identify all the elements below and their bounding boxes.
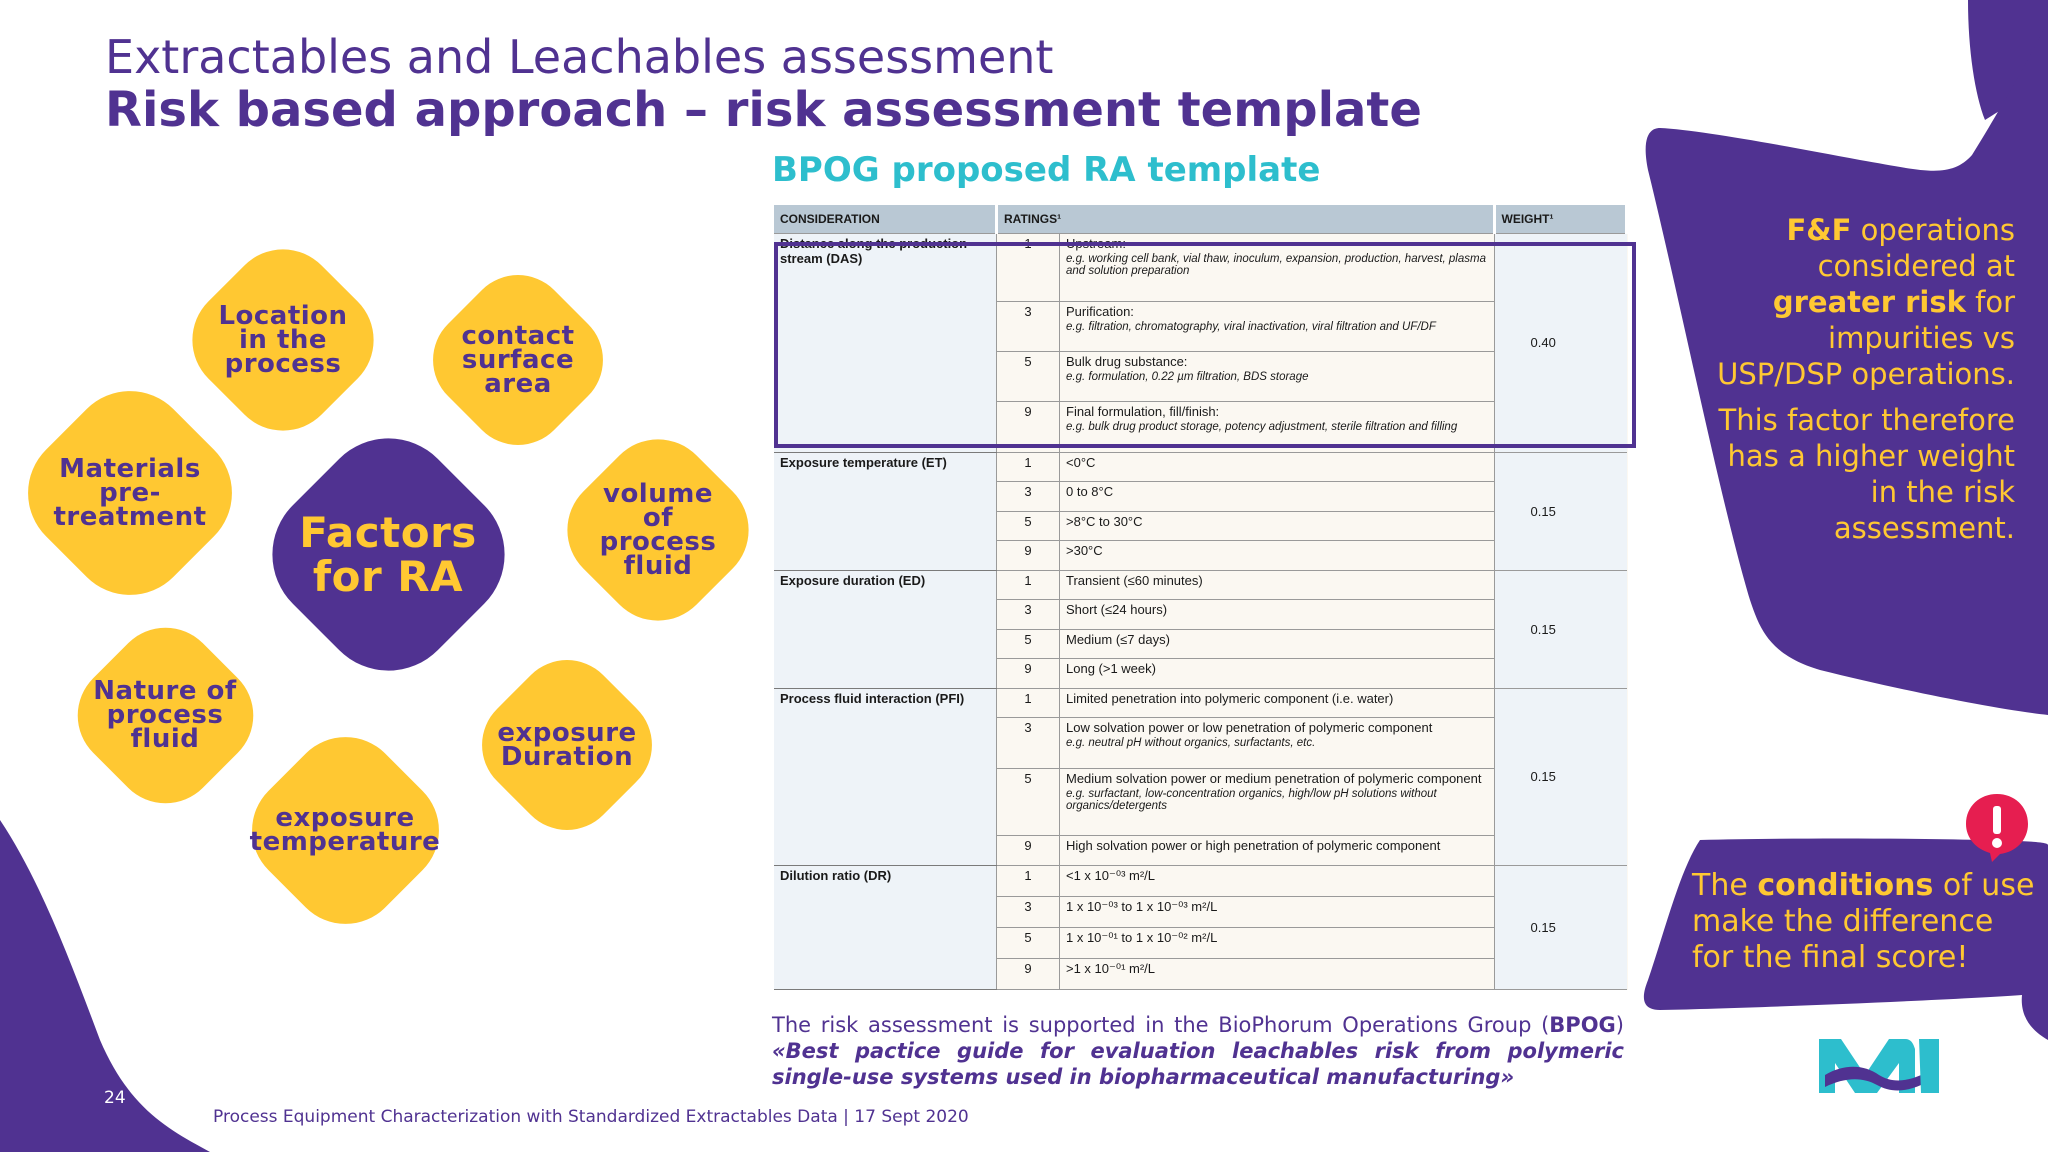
rating-description: Medium solvation power or medium penetration of polymeric component [1066,770,1482,786]
rating-description: Purification: [1066,303,1134,319]
rating-cell: 3 [997,600,1060,630]
rating-description: >30°C [1066,543,1103,559]
petal-location: Location in the process [168,240,398,440]
petal-materials-pretreatment: Materials pre- treatment [0,378,260,608]
rating-description: High solvation power or high penetration of polymeric component [1066,838,1441,854]
rating-example: e.g. bulk drug product storage, potency adjustment, sterile filtration and filling [1066,421,1458,434]
page-number: 24 [104,1088,126,1108]
rating-cell: 3 [997,301,1060,351]
rating-cell: 1 [997,865,1060,896]
rating-cell: 5 [997,927,1060,958]
rating-description: 0 to 8°C [1066,484,1114,500]
rating-cell: 1 [997,452,1060,482]
rating-description-cell [1060,718,1495,768]
rating-example: e.g. working cell bank, vial thaw, inoculum, expansion, production, harvest, plasma and solution preparation [1066,253,1486,277]
rating-description: 1 x 10⁻⁰³ to 1 x 10⁻⁰³ m²/L [1066,898,1218,914]
table-header-row [774,205,1627,234]
rating-description-cell [1060,511,1495,541]
rating-description: Short (≤24 hours) [1066,602,1168,618]
rating-description: Final formulation, fill/finish: [1066,404,1220,420]
rating-description-cell [1060,629,1495,659]
table-row [774,452,1627,482]
petal-contact-surface-area: contact surface area [408,265,628,455]
consideration-cell: Distance along the production stream (DAS) [774,234,997,453]
footer-text: Process Equipment Characterization with Standardized Extractables Data | 17 Sept 2020 [213,1107,969,1127]
template-heading: BPOG proposed RA template [772,150,1321,190]
table-row [774,688,1627,718]
rating-cell: 9 [997,958,1060,989]
rating-description-cell [1060,688,1495,718]
header-weight: WEIGHT¹ [1494,205,1627,234]
guide-title: «Best pactice guide for evaluation leachables risk from polymeric single-use systems used in biopharmaceutical manufacturing» [772,1039,1624,1089]
center-factors-for-ra: Factors for RA [238,412,538,697]
factors-diagram [0,230,780,930]
weight-cell: 0.40 [1494,234,1627,453]
rating-description-cell [1060,836,1495,866]
rating-cell: 9 [997,659,1060,689]
rating-example: e.g. formulation, 0.22 µm filtration, BDS storage [1066,371,1309,384]
rating-description-cell [1060,482,1495,512]
petal-nature-of-process-fluid: Nature of process fluid [50,600,280,830]
consideration-cell: Exposure temperature (ET) [774,452,997,570]
rating-description-cell [1060,452,1495,482]
rating-description-cell [1060,927,1495,958]
table-row [774,570,1627,600]
rating-description-cell [1060,958,1495,989]
callout-conditions-of-use: The conditions of use make the difference for the final score! [1692,868,2035,975]
rating-cell: 9 [997,541,1060,571]
rating-description-cell [1060,600,1495,630]
petal-exposure-duration: exposure Duration [452,645,682,845]
rating-description: <0°C [1066,454,1096,470]
petal-exposure-temperature: exposure temperature [200,730,490,930]
exclamation-icon [1962,792,2032,862]
rating-description-cell [1060,768,1495,836]
consideration-cell: Dilution ratio (DR) [774,865,997,989]
rating-cell: 3 [997,896,1060,927]
rating-example: e.g. neutral pH without organics, surfactants, etc. [1066,737,1316,750]
rating-cell: 9 [997,402,1060,452]
rating-description: Medium (≤7 days) [1066,631,1170,647]
slide-subtitle: Risk based approach – risk assessment template [105,82,1422,138]
rating-description-cell [1060,541,1495,571]
rating-description: Transient (≤60 minutes) [1066,572,1203,588]
weight-cell: 0.15 [1494,688,1627,865]
rating-description-cell [1060,865,1495,896]
rating-cell: 5 [997,511,1060,541]
header-consideration: CONSIDERATION [774,205,997,234]
company-logo [1815,1035,1945,1097]
das-highlight-box [774,242,1636,448]
rating-description-cell [1060,570,1495,600]
header-ratings: RATINGS¹ [997,205,1495,234]
callout-ff-operations: F&F operations considered at greater risk for impurities vs USP/DSP operations. This factor therefore has a higher weight in the risk assessment. [1717,213,2015,545]
rating-description: Upstream: [1066,236,1126,251]
rating-cell: 1 [997,234,1060,302]
rating-description: Limited penetration into polymeric component (i.e. water) [1066,690,1394,706]
rating-cell: 3 [997,482,1060,512]
rating-description-cell [1060,896,1495,927]
rating-description: <1 x 10⁻⁰³ m²/L [1066,867,1156,883]
rating-description: Bulk drug substance: [1066,354,1188,370]
rating-description: >8°C to 30°C [1066,513,1143,529]
rating-cell: 5 [997,629,1060,659]
rating-description: 1 x 10⁻⁰¹ to 1 x 10⁻⁰² m²/L [1066,929,1218,945]
caption: The risk assessment is supported in the BioPhorum Operations Group (BPOG) «Best pactice guide for evaluation leachables risk from polymeric single-use systems used in biopharmaceutical manufacturing» [772,1013,1624,1089]
rating-cell: 5 [997,352,1060,402]
weight-cell: 0.15 [1494,570,1627,688]
rating-description: Low solvation power or low penetration of polymeric component [1066,720,1433,736]
weight-cell: 0.15 [1494,865,1627,989]
rating-example: e.g. filtration, chromatography, viral inactivation, viral filtration and UF/DF [1066,320,1436,333]
rating-description: Long (>1 week) [1066,661,1156,677]
table-row [774,865,1627,896]
weight-cell: 0.15 [1494,452,1627,570]
rating-description-cell [1060,659,1495,689]
rating-example: e.g. surfactant, low-concentration organics, high/low pH solutions without organics/detergents [1066,787,1437,812]
rating-cell: 3 [997,718,1060,768]
rating-cell: 9 [997,836,1060,866]
petal-volume-of-process-fluid: volume of process fluid [548,420,768,640]
consideration-cell: Process fluid interaction (PFI) [774,688,997,865]
rating-cell: 1 [997,688,1060,718]
rating-cell: 1 [997,570,1060,600]
slide-title: Extractables and Leachables assessment [105,30,1054,84]
rating-cell: 5 [997,768,1060,836]
rating-description: >1 x 10⁻⁰¹ m²/L [1066,960,1156,976]
consideration-cell: Exposure duration (ED) [774,570,997,688]
